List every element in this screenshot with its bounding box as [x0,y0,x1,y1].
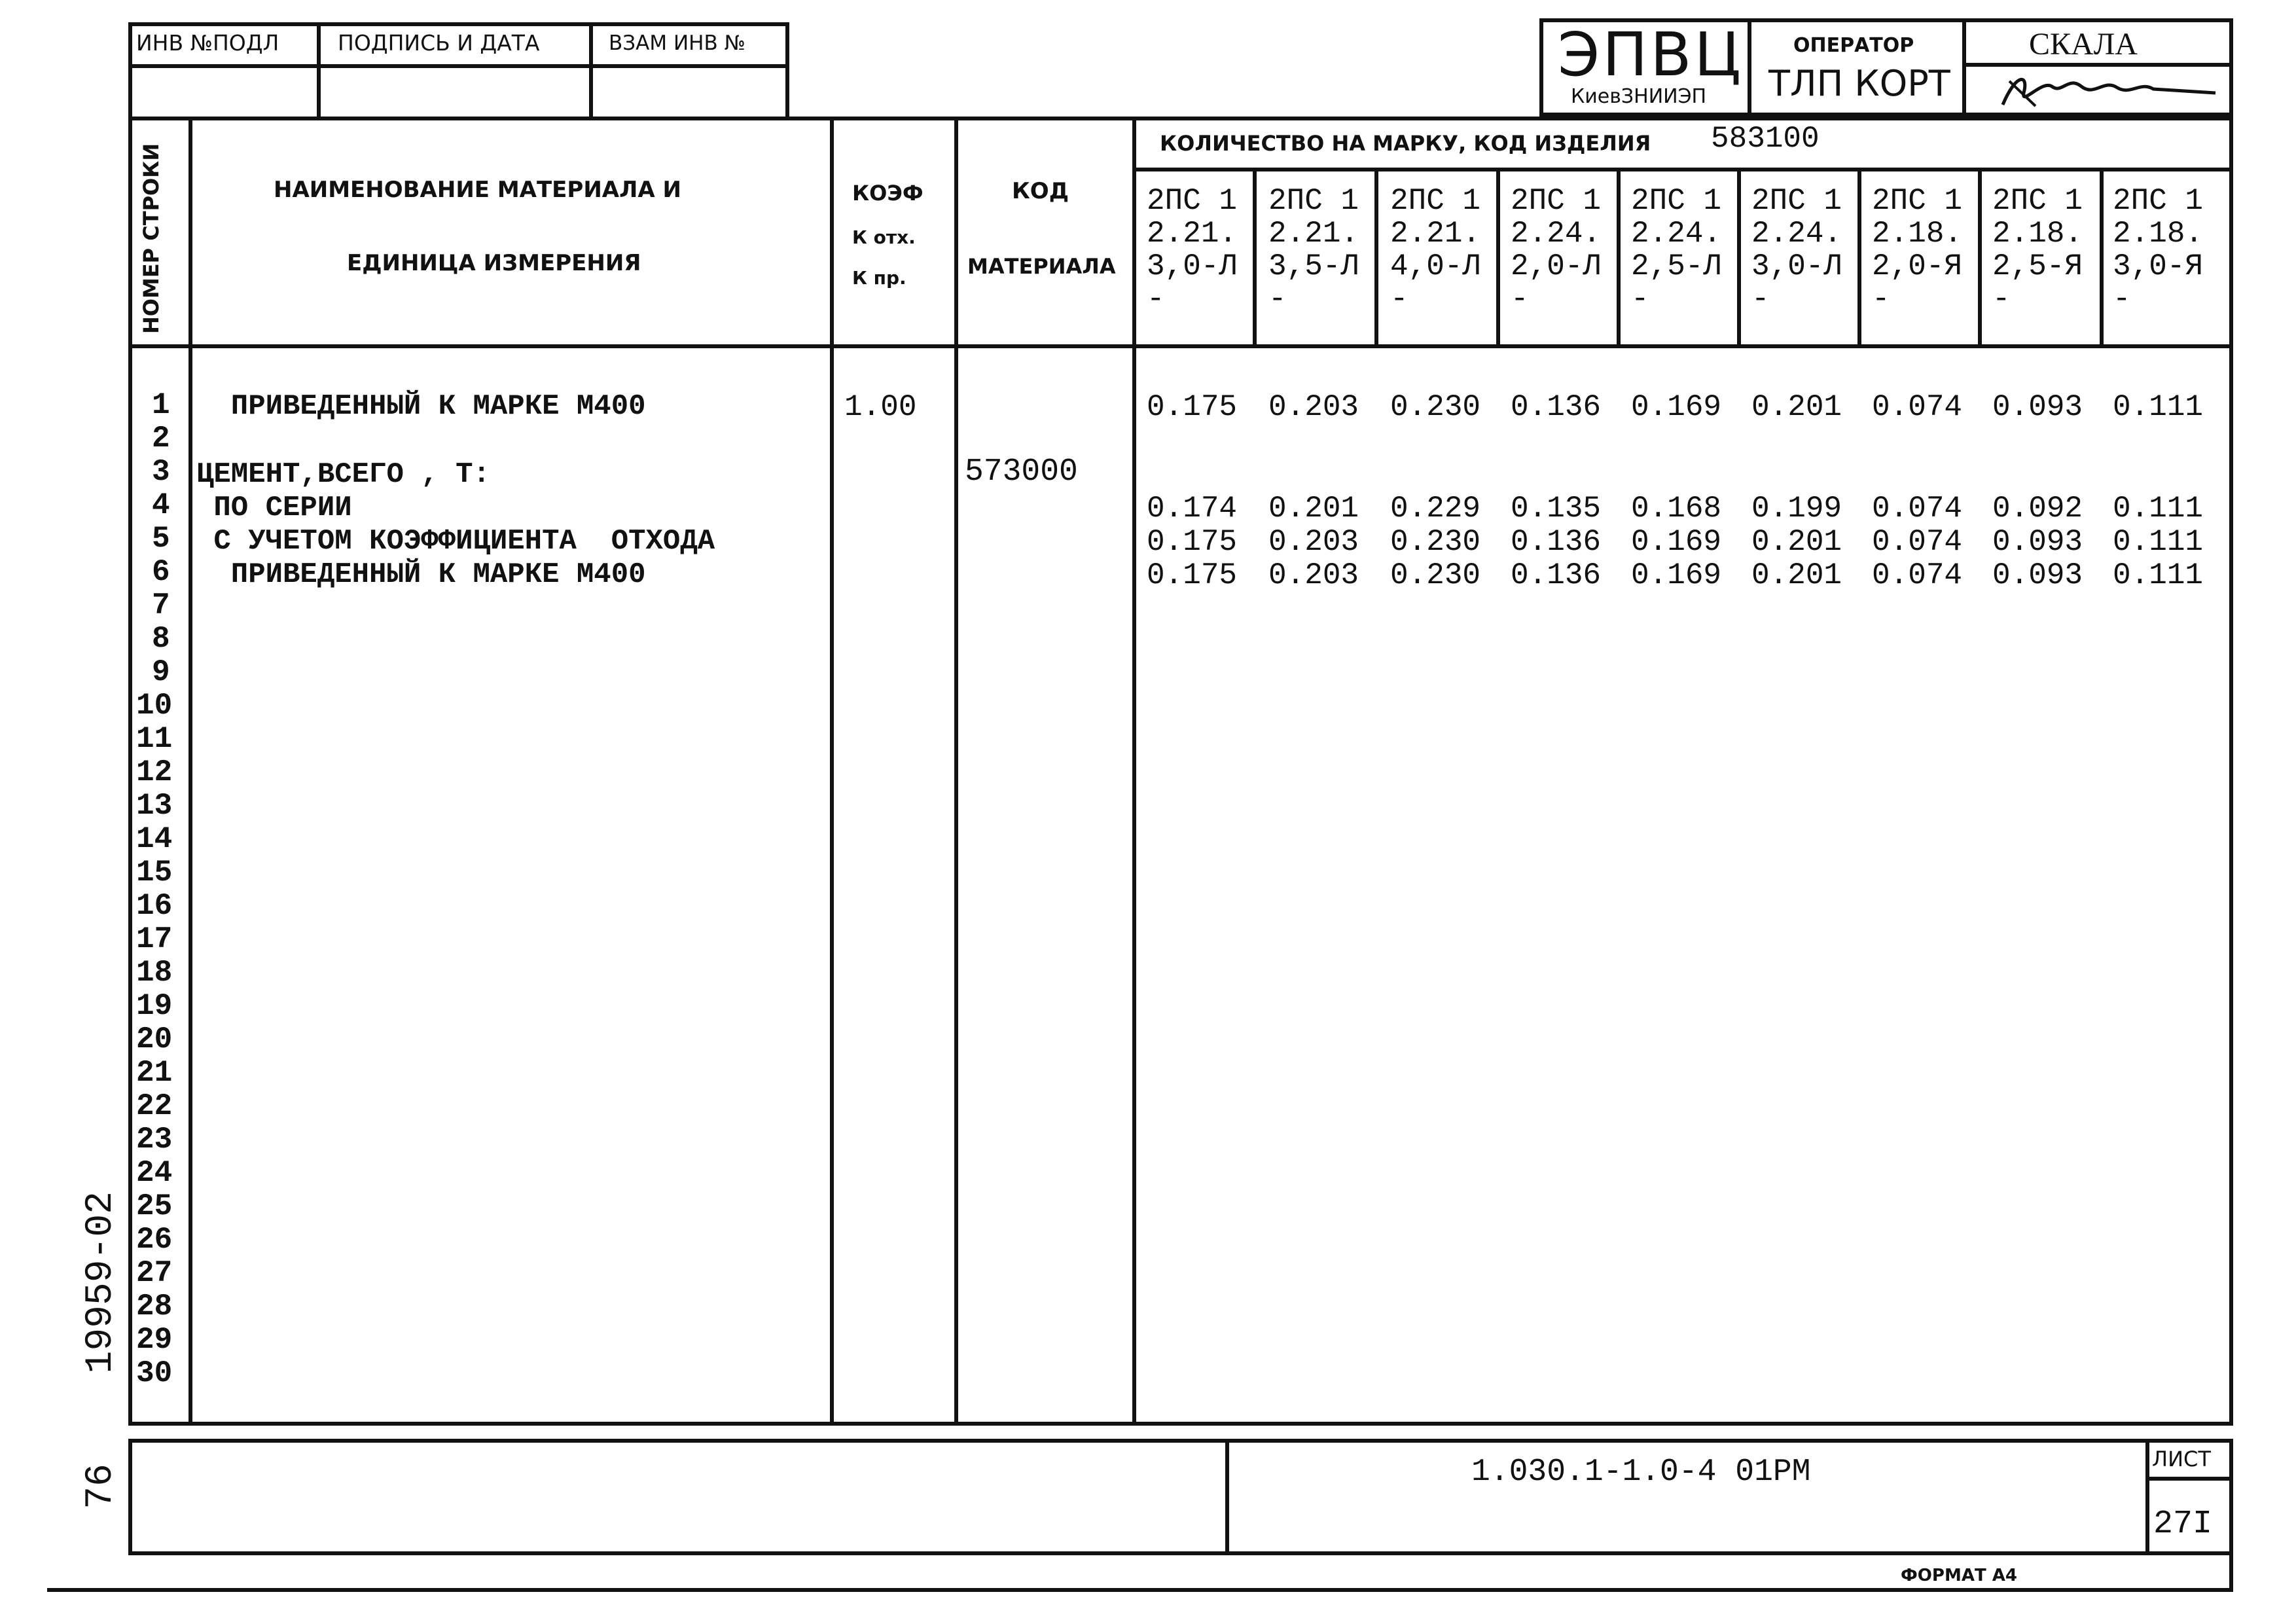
mark-divider [2100,168,2104,344]
mark-header-line: 2.21. [1390,217,1481,251]
row-value: 0.092 [1992,492,2083,526]
margin-inventory-number: 19959-02 [80,1191,122,1374]
row-value: 0.111 [2113,390,2204,424]
quantity-header-divider [1132,168,2233,171]
row-number: 6 [152,555,170,589]
document-code: 1.030.1-1.0-4 01РМ [1471,1454,1811,1490]
mark-header-line: 2,0-Л [1511,249,1602,283]
row-value: 0.230 [1390,390,1481,424]
mark-header-line: 2.24. [1511,217,1602,251]
row-number: 7 [152,588,170,623]
mark-header-line: 2ПС 1 [2113,184,2204,218]
row-number: 14 [136,822,173,856]
row-number-header: НОМЕР СТРОКИ [139,143,164,334]
column-divider [188,117,192,1426]
row-number: 12 [136,755,173,789]
sheet-number: 27I [2153,1506,2213,1543]
row-number: 5 [152,522,170,556]
row-value: 0.169 [1631,525,1722,559]
mark-header-line: 2,0-Я [1872,249,1963,283]
mark-divider [1496,168,1500,344]
header-divider [1748,18,1751,117]
margin-page-number: 76 [80,1464,122,1509]
mark-header-line: 2ПС 1 [1872,184,1963,218]
signature-date-label: ПОДПИСЬ И ДАТА [338,30,540,56]
mark-divider [1978,168,1982,344]
header-bottom-line [128,344,2233,348]
row-number: 3 [152,455,170,489]
mark-header-line: 2ПС 1 [1751,184,1842,218]
row-value: 0.074 [1872,525,1963,559]
row-value: 0.201 [1751,525,1842,559]
row-value: 0.175 [1147,558,1238,592]
mark-header-line: - [1511,282,1529,316]
row-name: ЦЕМЕНТ,ВСЕГО , Т: [196,458,490,491]
mark-divider [1737,168,1741,344]
coef-header-line2: К отх. [852,226,916,248]
row-value: 0.201 [1751,558,1842,592]
column-divider [954,117,958,1426]
row-value: 0.111 [2113,525,2204,559]
stamp-divider [317,22,321,120]
quantity-header: КОЛИЧЕСТВО НА МАРКУ, КОД ИЗДЕЛИЯ [1160,131,1651,156]
mark-header-line: - [1390,282,1408,316]
row-value: 0.074 [1872,492,1963,526]
stamp-divider [589,22,593,120]
row-number: 29 [136,1323,173,1357]
main-table [128,117,2233,1426]
mark-header-line: 2ПС 1 [1631,184,1722,218]
mark-header-line: - [1751,282,1770,316]
mark-header-line: 2,5-Л [1631,249,1722,283]
vzam-inv-label: ВЗАМ ИНВ № [609,31,745,55]
row-value: 0.169 [1631,390,1722,424]
bottom-rule-end [2229,1555,2233,1592]
row-value: 0.175 [1147,525,1238,559]
stamp-divider [128,64,789,68]
mark-header-line: 2ПС 1 [1390,184,1481,218]
mark-header-line: 4,0-Л [1390,249,1481,283]
row-number: 30 [136,1356,173,1390]
row-value: 0.136 [1511,525,1602,559]
system-name: СКАЛА [2029,27,2138,62]
mark-header-line: 2ПС 1 [1268,184,1359,218]
row-number: 9 [152,655,170,689]
mark-header-line: 2ПС 1 [1992,184,2083,218]
row-number: 15 [136,856,173,890]
row-number: 26 [136,1223,173,1257]
mark-header-line: 2.24. [1631,217,1722,251]
row-number: 20 [136,1022,173,1056]
footer-divider [2145,1439,2149,1555]
code-header-line1: КОД [1012,178,1069,204]
row-value: 0.229 [1390,492,1481,526]
row-number: 23 [136,1123,173,1157]
sheet-label: ЛИСТ [2152,1447,2211,1471]
row-number: 19 [136,989,173,1023]
row-name: ПРИВЕДЕННЫЙ К МАРКЕ М400 [196,558,646,591]
coef-header-line3: К пр. [852,267,906,289]
row-number: 16 [136,889,173,923]
format-label: ФОРМАТ А4 [1901,1566,2017,1585]
row-number: 10 [136,689,173,723]
row-value: 0.174 [1147,492,1238,526]
operator-value: ТЛП КОРТ [1768,63,1950,104]
row-value: 0.203 [1268,558,1359,592]
row-number: 1 [152,388,170,422]
mark-header-line: 2.18. [1872,217,1963,251]
row-value: 0.074 [1872,390,1963,424]
mark-header-line: - [1631,282,1649,316]
org-subtitle: КиевЗНИИЭП [1571,85,1707,108]
row-number: 18 [136,956,173,990]
mark-divider [1857,168,1861,344]
row-number: 13 [136,789,173,823]
row-value: 0.201 [1268,492,1359,526]
row-name: С УЧЕТОМ КОЭФФИЦИЕНТА ОТХОДА [196,525,715,558]
product-code: 583100 [1711,122,1820,156]
mark-divider [1617,168,1621,344]
inv-podl-label: ИНВ №ПОДЛ [136,30,279,56]
row-number: 4 [152,488,170,522]
row-code: 573000 [965,454,1078,490]
row-value: 0.230 [1390,558,1481,592]
row-value: 0.175 [1147,390,1238,424]
mark-header-line: 2ПС 1 [1147,184,1238,218]
row-value: 0.136 [1511,558,1602,592]
footer-block [128,1439,2233,1555]
row-value: 0.074 [1872,558,1963,592]
row-number: 27 [136,1256,173,1290]
row-value: 0.168 [1631,492,1722,526]
row-value: 0.201 [1751,390,1842,424]
row-name: ПО СЕРИИ [196,492,352,524]
row-value: 0.199 [1751,492,1842,526]
mark-header-line: 2.21. [1147,217,1238,251]
row-number: 25 [136,1189,173,1223]
mark-header-line: 2.18. [2113,217,2204,251]
operator-label: ОПЕРАТОР [1793,34,1914,57]
signature-scribble [1990,67,2225,113]
row-value: 0.093 [1992,558,2083,592]
row-coef: 1.00 [844,390,917,424]
row-value: 0.093 [1992,525,2083,559]
row-value: 0.111 [2113,558,2204,592]
column-divider [1132,117,1136,1426]
mark-header-line: 3,5-Л [1268,249,1359,283]
row-number: 28 [136,1290,173,1324]
header-divider [1962,18,1966,117]
mark-header-line: - [1268,282,1287,316]
bottom-rule [47,1588,2233,1592]
code-header-line2: МАТЕРИАЛА [967,254,1116,279]
mark-header-line: 2.18. [1992,217,2083,251]
row-value: 0.203 [1268,390,1359,424]
row-value: 0.230 [1390,525,1481,559]
row-value: 0.203 [1268,525,1359,559]
row-value: 0.135 [1511,492,1602,526]
org-title: ЭПВЦ [1558,20,1744,90]
column-divider [830,117,834,1426]
row-value: 0.136 [1511,390,1602,424]
row-number: 8 [152,622,170,656]
row-number: 17 [136,922,173,956]
row-name: ПРИВЕДЕННЫЙ К МАРКЕ М400 [196,390,646,423]
row-value: 0.111 [2113,492,2204,526]
mark-header-line: 2.21. [1268,217,1359,251]
mark-divider [1374,168,1378,344]
row-number: 21 [136,1056,173,1090]
mark-header-line: 2,5-Я [1992,249,2083,283]
name-header-line2: ЕДИНИЦА ИЗМЕРЕНИЯ [347,250,641,276]
row-number: 11 [136,722,173,756]
mark-header-line: 3,0-Л [1751,249,1842,283]
mark-header-line: 2.24. [1751,217,1842,251]
mark-header-line: 3,0-Л [1147,249,1238,283]
mark-header-line: - [1992,282,2011,316]
footer-divider [2145,1477,2233,1481]
name-header-line1: НАИМЕНОВАНИЕ МАТЕРИАЛА И [274,177,681,203]
mark-header-line: - [2113,282,2131,316]
row-value: 0.169 [1631,558,1722,592]
mark-header-line: 3,0-Я [2113,249,2204,283]
row-number: 2 [152,422,170,456]
mark-header-line: - [1872,282,1890,316]
coef-header-line1: КОЭФ [852,181,924,206]
mark-header-line: 2ПС 1 [1511,184,1602,218]
footer-divider [1225,1439,1229,1555]
mark-divider [1253,168,1257,344]
row-number: 22 [136,1089,173,1123]
mark-header-line: - [1147,282,1165,316]
row-value: 0.093 [1992,390,2083,424]
row-number: 24 [136,1156,173,1190]
